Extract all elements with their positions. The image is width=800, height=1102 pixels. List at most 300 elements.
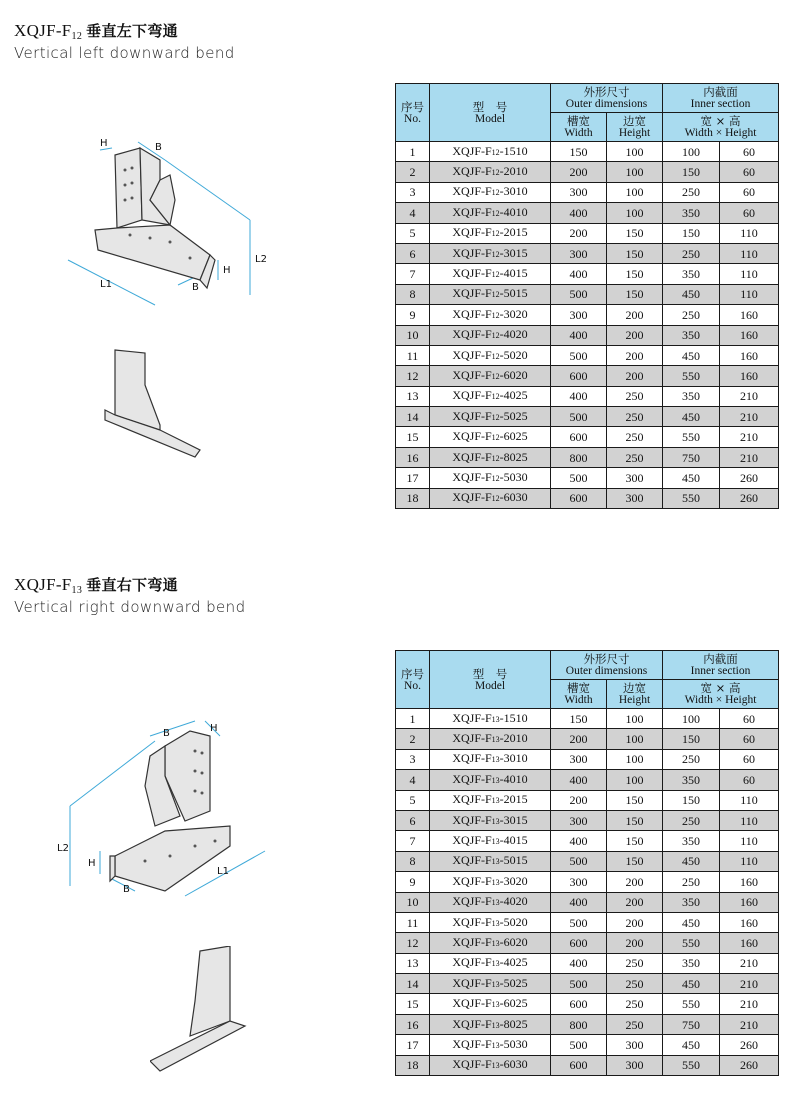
cell-inner-height: 110: [720, 264, 779, 284]
model-prefix: XQJF-F: [452, 873, 492, 888]
model-suffix: -8025: [499, 1016, 528, 1031]
model-subscript: 13: [491, 877, 500, 887]
cell-width: 150: [551, 709, 607, 729]
cell-inner-height: 110: [720, 223, 779, 243]
cell-no: 7: [396, 831, 430, 851]
cell-no: 12: [396, 366, 430, 386]
cell-width: 600: [551, 488, 607, 508]
model-prefix: XQJF-F: [452, 751, 492, 766]
cell-height: 150: [607, 831, 663, 851]
cell-inner-width: 350: [663, 770, 720, 790]
model-prefix: XQJF-F: [452, 792, 492, 807]
cell-inner-height: 160: [720, 305, 779, 325]
model-suffix: -3010: [499, 751, 528, 766]
cell-height: 300: [607, 1055, 663, 1075]
cell-height: 150: [607, 851, 663, 871]
cell-no: 13: [396, 953, 430, 973]
table-row: [396, 933, 779, 953]
model-prefix: XQJF-F: [452, 245, 492, 260]
table-row: [396, 182, 779, 202]
cell-inner-width: 750: [663, 1014, 720, 1034]
cell-inner-width: 750: [663, 447, 720, 467]
cell-model: [430, 427, 551, 447]
cell-inner-height: 110: [720, 810, 779, 830]
cell-height: 200: [607, 912, 663, 932]
cell-width: 500: [551, 345, 607, 365]
cell-model: [430, 386, 551, 406]
spec-table-left-bend: [395, 83, 779, 509]
title-subscript: 13: [71, 585, 83, 596]
cell-height: 150: [607, 223, 663, 243]
cell-inner-width: 150: [663, 223, 720, 243]
cell-height: 250: [607, 447, 663, 467]
label-b-top: B: [163, 728, 170, 739]
cell-width: 600: [551, 1055, 607, 1075]
table-row: [396, 386, 779, 406]
header-inner-wh: 宽 × 高 Width × Height: [663, 113, 779, 142]
cell-no: 17: [396, 1035, 430, 1055]
cell-inner-width: 150: [663, 790, 720, 810]
cell-height: 200: [607, 345, 663, 365]
cell-model: [430, 1035, 551, 1055]
cell-model: [430, 994, 551, 1014]
cell-width: 150: [551, 142, 607, 162]
isometric-right-bend-diagram: [55, 716, 285, 906]
cell-width: 800: [551, 447, 607, 467]
cell-width: 800: [551, 1014, 607, 1034]
cell-height: 150: [607, 284, 663, 304]
cell-width: 400: [551, 770, 607, 790]
model-prefix: XQJF-F: [452, 327, 492, 342]
model-subscript: 12: [491, 147, 500, 157]
model-prefix: XQJF-F: [452, 710, 492, 725]
table-row: [396, 427, 779, 447]
model-prefix: XQJF-F: [452, 388, 492, 403]
cell-inner-width: 450: [663, 912, 720, 932]
model-subscript: 12: [491, 453, 500, 463]
cell-height: 200: [607, 872, 663, 892]
cell-width: 200: [551, 729, 607, 749]
cell-width: 300: [551, 243, 607, 263]
model-subscript: 13: [491, 959, 500, 969]
section-right-bend: [0, 566, 800, 1102]
model-prefix: XQJF-F: [452, 996, 492, 1011]
cell-width: 500: [551, 851, 607, 871]
model-subscript: 13: [491, 1061, 500, 1071]
cell-model: [430, 953, 551, 973]
header-outer-dimensions: 外形尺寸 Outer dimensions: [551, 84, 663, 113]
table-row: [396, 831, 779, 851]
table-row: [396, 243, 779, 263]
cell-no: 2: [396, 162, 430, 182]
cell-inner-width: 450: [663, 468, 720, 488]
header-no: 序号 No.: [396, 651, 430, 709]
header-no: 序号 No.: [396, 84, 430, 142]
cell-inner-width: 350: [663, 831, 720, 851]
cell-inner-width: 450: [663, 407, 720, 427]
cell-height: 250: [607, 386, 663, 406]
cell-height: 100: [607, 729, 663, 749]
model-prefix: XQJF-F: [452, 306, 492, 321]
cell-inner-height: 160: [720, 933, 779, 953]
title-prefix: XQJF-F: [14, 21, 72, 40]
model-suffix: -6020: [499, 934, 528, 949]
header-width: 槽宽 Width: [551, 113, 607, 142]
cell-inner-height: 210: [720, 386, 779, 406]
title-chinese: 垂直右下弯通: [86, 576, 178, 594]
table-row: [396, 447, 779, 467]
cell-height: 100: [607, 182, 663, 202]
model-subscript: 13: [491, 775, 500, 785]
cell-model: [430, 325, 551, 345]
cell-inner-width: 550: [663, 366, 720, 386]
cell-no: 5: [396, 223, 430, 243]
cell-no: 15: [396, 427, 430, 447]
cell-no: 3: [396, 182, 430, 202]
header-inner-section: 内截面 Inner section: [663, 651, 779, 680]
label-h-side: H: [88, 858, 96, 869]
model-suffix: -3015: [499, 245, 528, 260]
header-outer-dimensions: 外形尺寸 Outer dimensions: [551, 651, 663, 680]
cell-inner-height: 110: [720, 831, 779, 851]
table-row: [396, 162, 779, 182]
cell-no: 2: [396, 729, 430, 749]
cell-model: [430, 1055, 551, 1075]
cell-model: [430, 284, 551, 304]
model-prefix: XQJF-F: [452, 204, 492, 219]
model-prefix: XQJF-F: [452, 143, 492, 158]
model-prefix: XQJF-F: [452, 490, 492, 505]
cell-width: 500: [551, 912, 607, 932]
table-row: [396, 1055, 779, 1075]
cell-width: 400: [551, 264, 607, 284]
cell-height: 250: [607, 953, 663, 973]
table-row: [396, 264, 779, 284]
title-subscript: 12: [71, 31, 83, 42]
cell-height: 250: [607, 994, 663, 1014]
spec-table-body: [396, 142, 779, 509]
cell-no: 9: [396, 305, 430, 325]
cell-inner-height: 210: [720, 427, 779, 447]
section-title: [14, 20, 178, 42]
table-row: [396, 770, 779, 790]
header-model: 型 号 Model: [430, 84, 551, 142]
cell-inner-height: 260: [720, 1035, 779, 1055]
cell-no: 14: [396, 974, 430, 994]
model-prefix: XQJF-F: [452, 934, 492, 949]
cell-width: 400: [551, 386, 607, 406]
model-subscript: 13: [491, 898, 500, 908]
cell-model: [430, 407, 551, 427]
cell-no: 12: [396, 933, 430, 953]
cell-height: 200: [607, 325, 663, 345]
model-subscript: 13: [491, 857, 500, 867]
cell-model: [430, 488, 551, 508]
cell-no: 14: [396, 407, 430, 427]
model-prefix: XQJF-F: [452, 347, 492, 362]
label-l2: L2: [57, 843, 69, 854]
cell-inner-width: 550: [663, 994, 720, 1014]
model-subscript: 12: [491, 270, 500, 280]
cell-height: 150: [607, 810, 663, 830]
cell-no: 5: [396, 790, 430, 810]
spec-table-body: [396, 709, 779, 1076]
model-prefix: XQJF-F: [452, 429, 492, 444]
model-suffix: -6020: [499, 367, 528, 382]
model-subscript: 13: [491, 1040, 500, 1050]
cell-inner-height: 160: [720, 345, 779, 365]
cell-no: 7: [396, 264, 430, 284]
model-suffix: -1510: [499, 710, 528, 725]
model-prefix: XQJF-F: [452, 367, 492, 382]
cell-no: 3: [396, 749, 430, 769]
cell-model: [430, 749, 551, 769]
cell-model: [430, 468, 551, 488]
cell-model: [430, 305, 551, 325]
model-subscript: 13: [491, 938, 500, 948]
cell-height: 150: [607, 790, 663, 810]
model-subscript: 13: [491, 979, 500, 989]
table-row: [396, 810, 779, 830]
cell-width: 500: [551, 468, 607, 488]
cell-inner-height: 60: [720, 729, 779, 749]
cell-model: [430, 264, 551, 284]
table-row: [396, 1035, 779, 1055]
isometric-left-bend-diagram: [60, 130, 290, 310]
model-prefix: XQJF-F: [452, 1036, 492, 1051]
cell-model: [430, 345, 551, 365]
cell-model: [430, 912, 551, 932]
cell-inner-height: 110: [720, 284, 779, 304]
cell-no: 18: [396, 488, 430, 508]
model-prefix: XQJF-F: [452, 225, 492, 240]
model-suffix: -5025: [499, 408, 528, 423]
cell-inner-height: 60: [720, 770, 779, 790]
cell-height: 100: [607, 162, 663, 182]
table-row: [396, 305, 779, 325]
model-prefix: XQJF-F: [452, 1057, 492, 1072]
cell-height: 100: [607, 749, 663, 769]
model-prefix: XQJF-F: [452, 1016, 492, 1031]
cell-width: 400: [551, 953, 607, 973]
cell-inner-width: 250: [663, 749, 720, 769]
cell-model: [430, 770, 551, 790]
cell-model: [430, 709, 551, 729]
model-subscript: 12: [491, 290, 500, 300]
cell-no: 16: [396, 1014, 430, 1034]
cell-width: 600: [551, 427, 607, 447]
cell-inner-width: 550: [663, 933, 720, 953]
model-subscript: 13: [491, 1020, 500, 1030]
cell-no: 15: [396, 994, 430, 1014]
cell-height: 200: [607, 305, 663, 325]
cell-model: [430, 182, 551, 202]
cell-width: 600: [551, 933, 607, 953]
cell-width: 300: [551, 810, 607, 830]
cell-inner-height: 110: [720, 851, 779, 871]
cell-no: 11: [396, 912, 430, 932]
cell-width: 300: [551, 305, 607, 325]
cell-inner-height: 60: [720, 162, 779, 182]
cell-width: 200: [551, 790, 607, 810]
table-row: [396, 345, 779, 365]
table-row: [396, 851, 779, 871]
table-row: [396, 488, 779, 508]
cell-inner-height: 210: [720, 953, 779, 973]
cell-height: 300: [607, 468, 663, 488]
cell-no: 10: [396, 892, 430, 912]
model-suffix: -4015: [499, 266, 528, 281]
model-prefix: XQJF-F: [452, 164, 492, 179]
header-width: 槽宽 Width: [551, 680, 607, 709]
table-row: [396, 203, 779, 223]
cell-no: 18: [396, 1055, 430, 1075]
model-prefix: XQJF-F: [452, 914, 492, 929]
model-subscript: 12: [491, 392, 500, 402]
label-b-side: B: [192, 282, 199, 293]
table-row: [396, 872, 779, 892]
cell-inner-width: 100: [663, 142, 720, 162]
header-model: 型 号 Model: [430, 651, 551, 709]
cell-inner-width: 250: [663, 305, 720, 325]
model-suffix: -1510: [499, 143, 528, 158]
cell-height: 150: [607, 264, 663, 284]
cell-width: 300: [551, 872, 607, 892]
model-prefix: XQJF-F: [452, 894, 492, 909]
cell-model: [430, 223, 551, 243]
model-subscript: 12: [491, 229, 500, 239]
cell-model: [430, 974, 551, 994]
model-suffix: -5030: [499, 469, 528, 484]
model-suffix: -4015: [499, 833, 528, 848]
model-subscript: 13: [491, 1000, 500, 1010]
table-row: [396, 953, 779, 973]
cell-model: [430, 892, 551, 912]
label-h-top: H: [210, 723, 218, 734]
cell-height: 200: [607, 892, 663, 912]
cell-height: 150: [607, 243, 663, 263]
cell-width: 400: [551, 325, 607, 345]
model-prefix: XQJF-F: [452, 408, 492, 423]
cell-model: [430, 142, 551, 162]
model-prefix: XQJF-F: [452, 731, 492, 746]
label-l1: L1: [217, 866, 229, 877]
header-inner-wh: 宽 × 高 Width × Height: [663, 680, 779, 709]
cell-height: 300: [607, 488, 663, 508]
cell-height: 300: [607, 1035, 663, 1055]
model-subscript: 12: [491, 208, 500, 218]
model-subscript: 12: [491, 433, 500, 443]
cell-inner-width: 550: [663, 1055, 720, 1075]
cell-inner-height: 210: [720, 974, 779, 994]
label-b-top: B: [155, 142, 162, 153]
cell-model: [430, 162, 551, 182]
model-prefix: XQJF-F: [452, 184, 492, 199]
model-suffix: -6025: [499, 429, 528, 444]
table-row: [396, 1014, 779, 1034]
cell-inner-width: 250: [663, 243, 720, 263]
model-subscript: 12: [491, 168, 500, 178]
model-subscript: 13: [491, 755, 500, 765]
cell-width: 300: [551, 182, 607, 202]
table-row: [396, 790, 779, 810]
model-suffix: -6030: [499, 490, 528, 505]
model-subscript: 12: [491, 351, 500, 361]
cell-height: 250: [607, 974, 663, 994]
cell-inner-width: 450: [663, 345, 720, 365]
cell-inner-width: 450: [663, 851, 720, 871]
label-h-side: H: [223, 265, 231, 276]
cell-no: 11: [396, 345, 430, 365]
model-suffix: -5015: [499, 286, 528, 301]
cell-no: 16: [396, 447, 430, 467]
cell-model: [430, 729, 551, 749]
table-row: [396, 892, 779, 912]
header-height: 边宽 Height: [607, 113, 663, 142]
cell-inner-width: 350: [663, 953, 720, 973]
cell-no: 4: [396, 770, 430, 790]
cell-width: 400: [551, 831, 607, 851]
label-l2: L2: [255, 254, 267, 265]
cell-height: 200: [607, 366, 663, 386]
model-subscript: 12: [491, 371, 500, 381]
cell-width: 200: [551, 162, 607, 182]
model-subscript: 12: [491, 473, 500, 483]
cell-no: 6: [396, 243, 430, 263]
cell-model: [430, 790, 551, 810]
table-row: [396, 912, 779, 932]
model-suffix: -5025: [499, 975, 528, 990]
cell-inner-height: 160: [720, 366, 779, 386]
section-subtitle: Vertical left downward bend: [14, 44, 235, 62]
cell-model: [430, 810, 551, 830]
model-prefix: XQJF-F: [452, 286, 492, 301]
model-suffix: -4020: [499, 327, 528, 342]
table-row: [396, 366, 779, 386]
model-subscript: 12: [491, 310, 500, 320]
model-suffix: -3020: [499, 306, 528, 321]
model-subscript: 12: [491, 188, 500, 198]
cell-height: 250: [607, 427, 663, 447]
label-b-side: B: [123, 884, 130, 895]
model-prefix: XQJF-F: [452, 955, 492, 970]
cell-model: [430, 366, 551, 386]
cell-model: [430, 203, 551, 223]
model-prefix: XQJF-F: [452, 449, 492, 464]
model-prefix: XQJF-F: [452, 853, 492, 868]
spec-table-right-bend: [395, 650, 779, 1076]
model-suffix: -5020: [499, 347, 528, 362]
model-subscript: 12: [491, 412, 500, 422]
cell-inner-height: 210: [720, 994, 779, 1014]
cell-inner-height: 160: [720, 892, 779, 912]
cell-inner-width: 100: [663, 709, 720, 729]
table-row: [396, 729, 779, 749]
table-row: [396, 974, 779, 994]
model-suffix: -5030: [499, 1036, 528, 1051]
cell-height: 200: [607, 933, 663, 953]
model-subscript: 13: [491, 735, 500, 745]
cell-inner-height: 160: [720, 912, 779, 932]
model-subscript: 13: [491, 918, 500, 928]
model-subscript: 12: [491, 494, 500, 504]
model-suffix: -8025: [499, 449, 528, 464]
cell-model: [430, 872, 551, 892]
model-subscript: 12: [491, 331, 500, 341]
table-row: [396, 407, 779, 427]
model-prefix: XQJF-F: [452, 833, 492, 848]
header-height: 边宽 Height: [607, 680, 663, 709]
